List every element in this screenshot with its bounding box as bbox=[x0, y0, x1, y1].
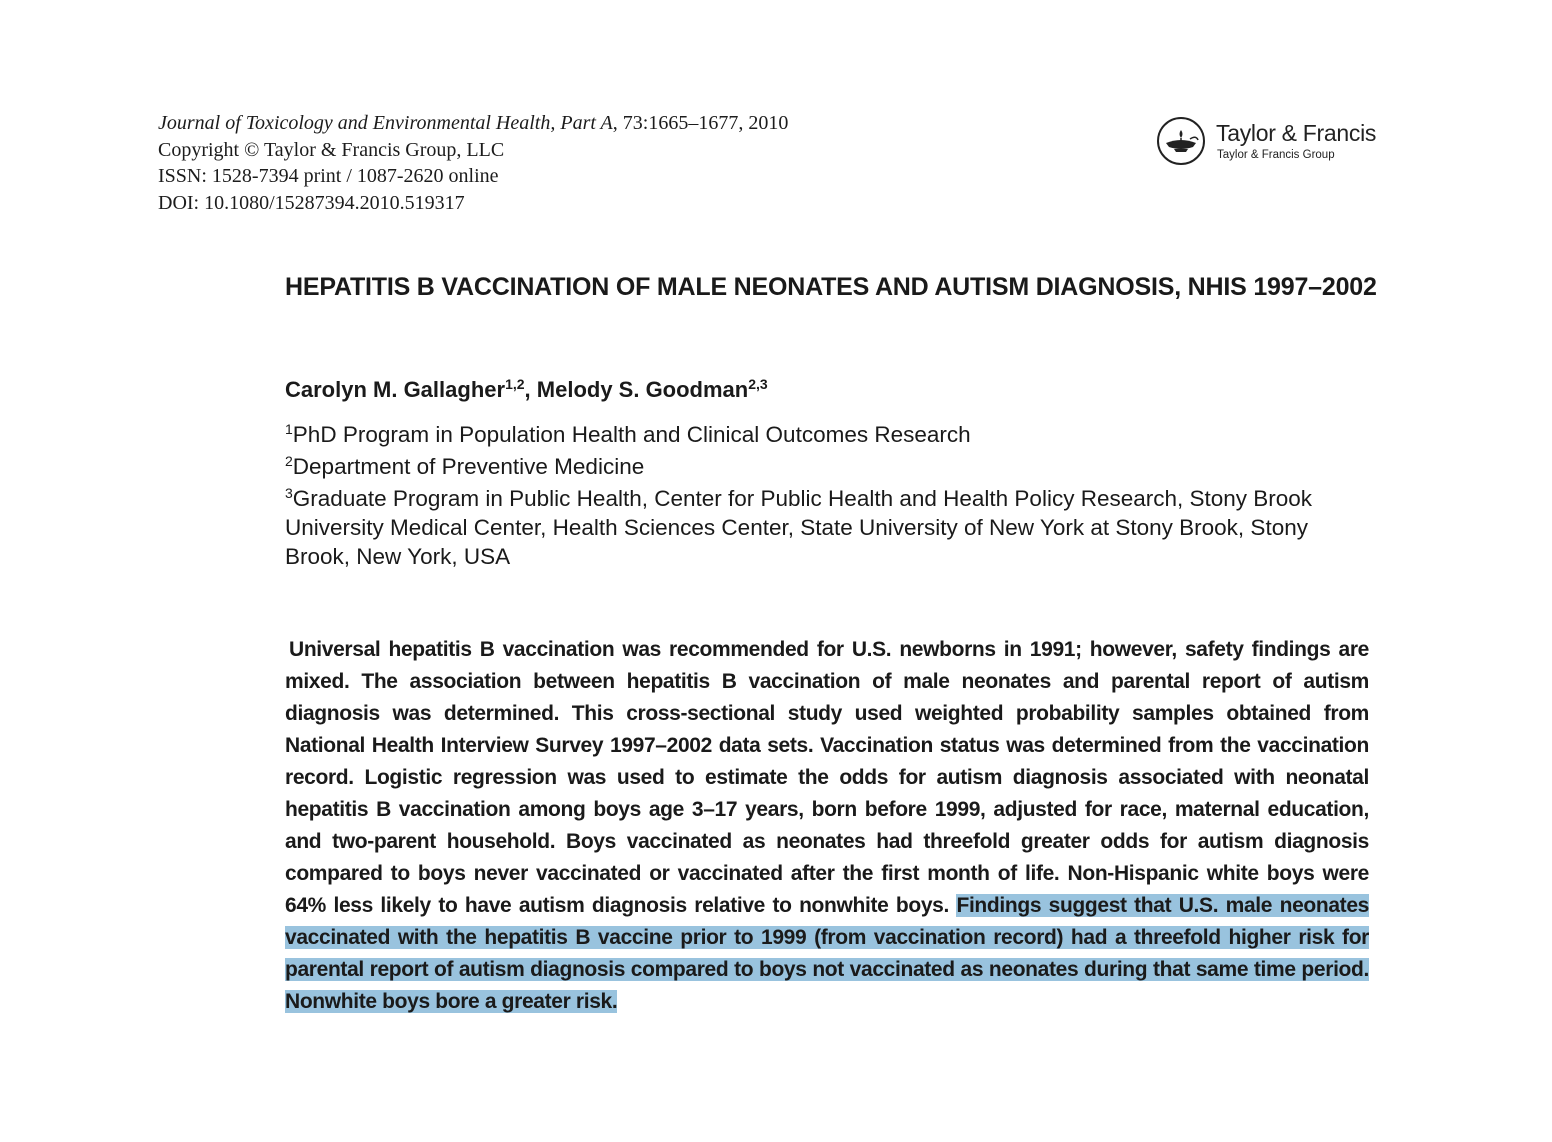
author-name: Carolyn M. Gallagher bbox=[285, 377, 506, 402]
affiliation-item bbox=[285, 420, 1375, 449]
abstract[interactable] bbox=[285, 634, 1369, 1018]
affiliation-text: Graduate Program in Public Health, Center for Public Health and Health Policy Research, Stony Brook University Medical Center, Health Sciences Center, State University of New York at Stony Brook, Stony Brook, New York, USA bbox=[285, 486, 1313, 569]
affiliation-list bbox=[285, 420, 1375, 574]
journal-volume-pages: , 73:1665–1677, 2010 bbox=[612, 112, 789, 134]
affiliation-number: 1 bbox=[285, 421, 293, 437]
doi-line: DOI: 10.1080/15287394.2010.519317 bbox=[158, 191, 465, 214]
author-affiliation-marker: 1,2 bbox=[505, 376, 525, 392]
affiliation-number: 2 bbox=[285, 453, 293, 469]
issn-line: ISSN: 1528-7394 print / 1087-2620 online bbox=[158, 165, 499, 187]
journal-citation-line bbox=[158, 110, 788, 137]
abstract-highlighted-selection[interactable]: Findings suggest that U.S. male neonates vaccinated with the hepatitis B vaccine prior to 1999 (from vaccination record) had a threefold higher risk for parental report of autism diagnosis compared to boys not vaccinated as neonates during that same time period. Nonwhite boys bore a greater risk. bbox=[285, 894, 1369, 1013]
publisher-name: Taylor & Francis bbox=[1216, 120, 1377, 146]
affiliation-item bbox=[285, 452, 1375, 481]
oil-lamp-icon bbox=[1156, 116, 1206, 166]
author-name: Melody S. Goodman bbox=[536, 377, 749, 402]
copyright-line: Copyright © Taylor & Francis Group, LLC bbox=[158, 138, 505, 161]
author-list bbox=[285, 375, 768, 405]
affiliation-item bbox=[285, 484, 1375, 571]
publisher-group: Taylor & Francis Group bbox=[1217, 149, 1335, 161]
journal-name: Journal of Toxicology and Environmental Health, Part A bbox=[158, 112, 613, 134]
author-separator: , bbox=[524, 377, 537, 402]
affiliation-number: 3 bbox=[285, 485, 293, 501]
journal-header bbox=[158, 110, 788, 216]
affiliation-text: Department of Preventive Medicine bbox=[292, 454, 645, 479]
abstract-text[interactable]: Universal hepatitis B vaccination was recommended for U.S. newborns in 1991; however, safety findings are mixed. The association between hepatitis B vaccination of male neonates and parental report of autism diagnosis was determined. This cross-sectional study used weighted probability samples obtained from National Health Interview Survey 1997–2002 data sets. Vaccination status was determined from the vaccination record. Logistic regression was used to estimate the odds for autism diagnosis associated with neonatal hepatitis B vaccination among boys age 3–17 years, born before 1999, adjusted for race, maternal education, and two-parent household. Boys vaccinated as neonates had threefold greater odds for autism diagnosis compared to boys never vaccinated or vaccinated after the first month of life. Non-Hispanic white boys were 64% less likely to have autism diagnosis relative to nonwhite boys. bbox=[285, 638, 1369, 917]
publisher-logo bbox=[1156, 116, 1386, 172]
affiliation-text: PhD Program in Population Health and Clinical Outcomes Research bbox=[292, 422, 971, 447]
author-affiliation-marker: 2,3 bbox=[748, 376, 768, 392]
article-title: HEPATITIS B VACCINATION OF MALE NEONATES AND AUTISM DIAGNOSIS, NHIS 1997–2002 bbox=[285, 273, 1377, 301]
